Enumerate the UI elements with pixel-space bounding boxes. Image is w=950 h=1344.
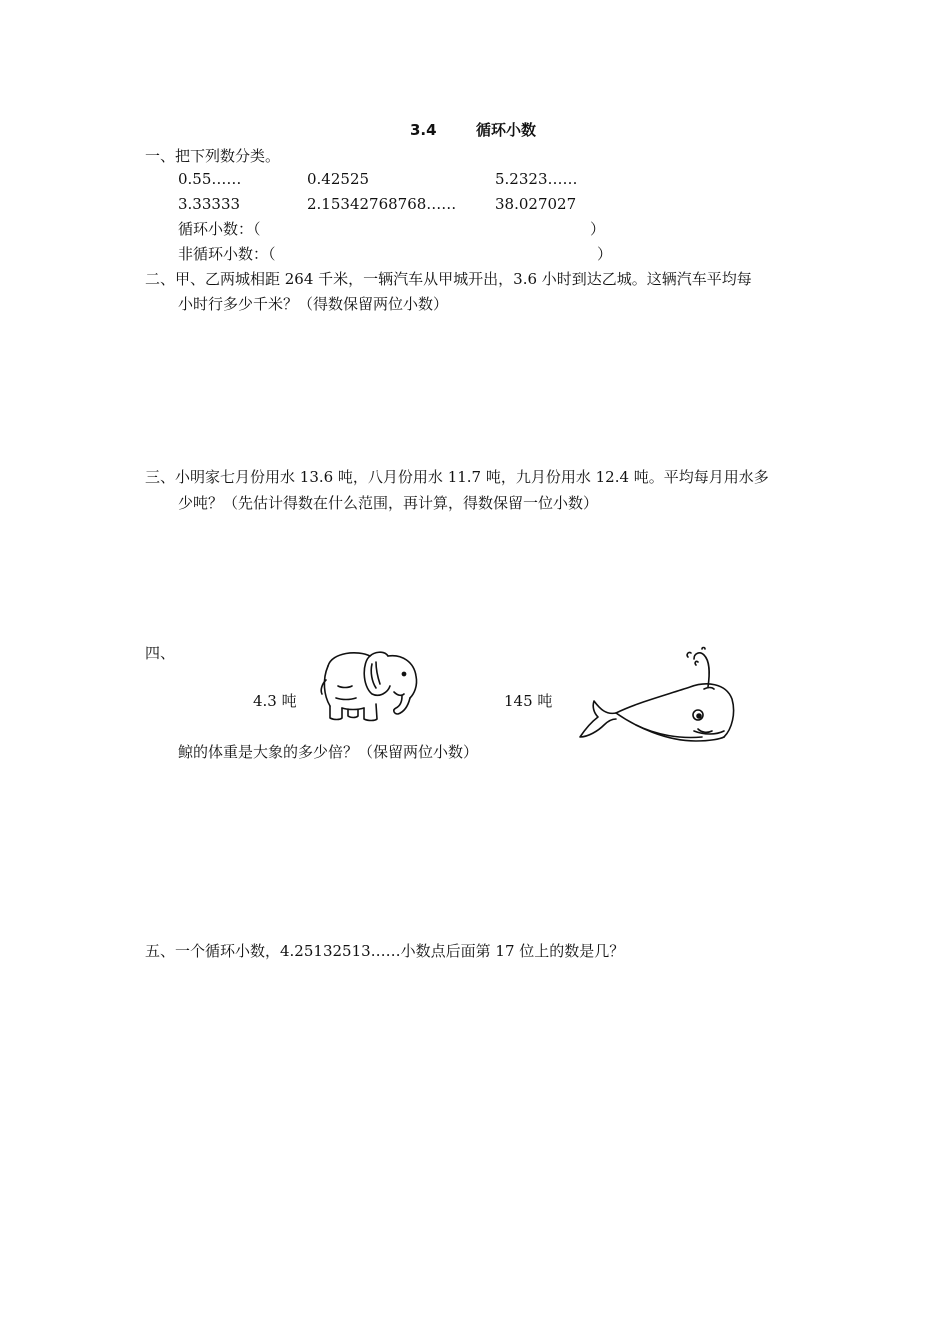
cyclic-label: 循环小数：（	[178, 220, 261, 238]
q2-line2: 小时行多少千米？（得数保留两位小数）	[178, 295, 449, 313]
whale-illustration	[576, 643, 736, 751]
page-title: 循环小数	[476, 121, 537, 139]
cyclic-answer-close: ）	[590, 220, 606, 238]
q1-number: 5.2323……	[495, 170, 578, 188]
q4-label: 四、	[145, 644, 176, 662]
q3-line1: 三、小明家七月份用水 13.6 吨，八月份用水 11.7 吨，九月份用水 12.4 吨。平均每月用水多	[145, 468, 769, 486]
q1-prompt: 一、把下列数分类。	[145, 147, 281, 165]
noncyclic-answer-close: ）	[597, 245, 613, 263]
q1-number: 2.15342768768……	[307, 195, 457, 213]
q1-number: 0.55……	[178, 170, 242, 188]
elephant-weight: 4.3 吨	[253, 692, 297, 710]
q1-number: 38.027027	[495, 195, 577, 213]
q3-line2: 少吨？（先估计得数在什么范围，再计算，得数保留一位小数）	[178, 494, 599, 512]
noncyclic-label: 非循环小数：（	[178, 245, 276, 263]
q4-question: 鲸的体重是大象的多少倍？（保留两位小数）	[178, 743, 479, 761]
q1-number: 0.42525	[307, 170, 370, 188]
q5-text: 五、一个循环小数，4.25132513……小数点后面第 17 位上的数是几？	[145, 942, 625, 960]
q2-line1: 二、甲、乙两城相距 264 千米，一辆汽车从甲城开出，3.6 小时到达乙城。这辆汽车平均每	[145, 270, 752, 288]
q1-number: 3.33333	[178, 195, 241, 213]
whale-weight: 145 吨	[504, 692, 553, 710]
elephant-illustration	[318, 646, 424, 724]
title-number: 3.4	[410, 121, 437, 139]
